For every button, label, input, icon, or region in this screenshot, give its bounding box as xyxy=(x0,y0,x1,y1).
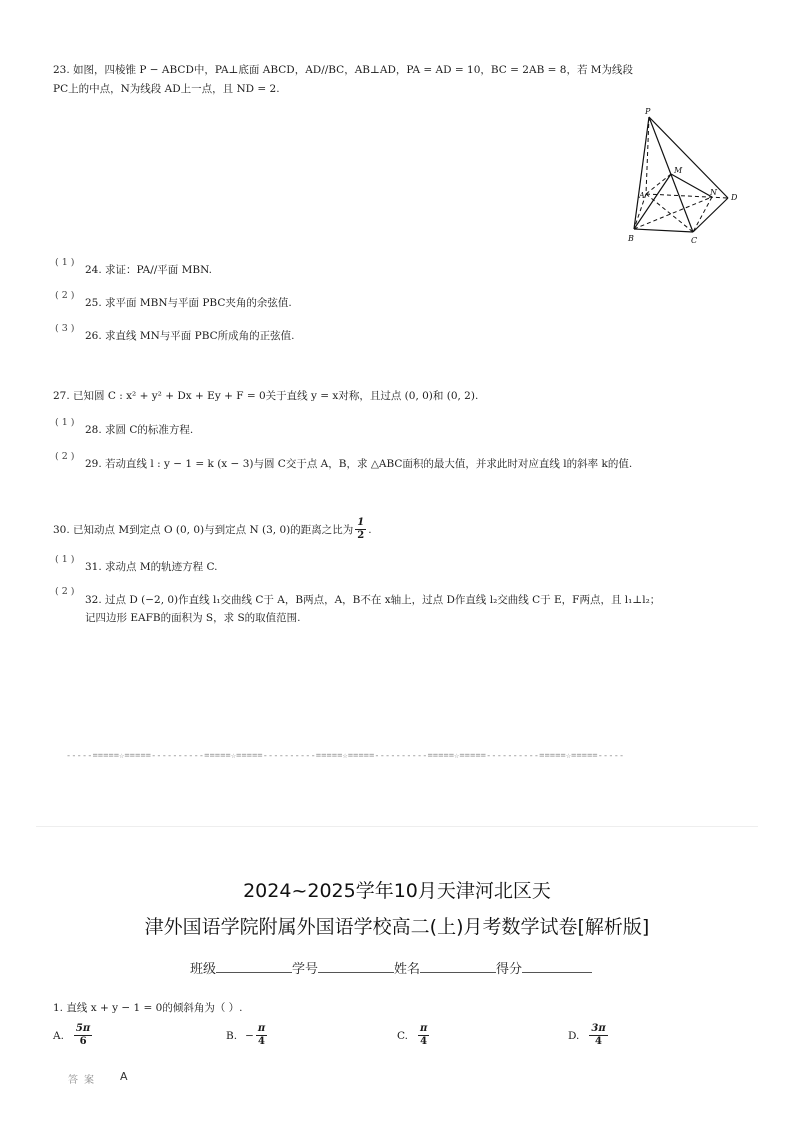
label-P: P xyxy=(645,107,651,116)
choice-c-fraction xyxy=(418,1024,429,1047)
choice-a-fraction xyxy=(74,1024,92,1047)
choice-b-num: π xyxy=(257,1023,266,1034)
q23-line2: PC上的中点，N为线段 AD上一点，且 ND = 2. xyxy=(53,83,280,95)
name-field[interactable] xyxy=(420,960,496,973)
page-title-line1: 2024~2025学年10月天津河北区天 xyxy=(243,880,551,902)
q23-sub2-text: 25. 求平面 MBN与平面 PBC夹角的余弦值. xyxy=(85,297,292,309)
edge-MA xyxy=(646,174,671,194)
name-label: 姓名 xyxy=(394,962,421,977)
label-D: D xyxy=(731,193,738,202)
score-field[interactable] xyxy=(522,960,592,973)
q30-sub1-text: 31. 求动点 M的轨迹方程 C. xyxy=(85,561,218,573)
choice-a xyxy=(53,1024,94,1047)
edge-MN xyxy=(671,174,712,197)
q30-text: 30. 已知动点 M到定点 O (0, 0)与到定点 N (3, 0)的距离之比为 xyxy=(53,523,354,536)
label-C: C xyxy=(691,236,698,245)
edge-NC xyxy=(693,197,712,232)
q30-sub2-tag: ( 2 ) xyxy=(55,586,75,597)
q30-sub2-text: 32. 过点 D (−2, 0)作直线 l₁交曲线 C于 A，B两点，A，B不在 x轴上，过点 D作直线 l₂交曲线 C于 E，F两点，且 l₁⊥l₂； xyxy=(85,594,661,606)
q30-sub1-tag: ( 1 ) xyxy=(55,554,75,565)
choice-b-fraction xyxy=(256,1024,267,1047)
page-title-line2: 津外国语学院附属外国语学校高二(上)月考数学试卷[解析版] xyxy=(144,916,650,938)
section-divider: -----=====☆=====----------=====☆=====----------=====☆=====----------=====☆=====----------=====☆=====----- xyxy=(66,751,625,761)
q30-frac-num: 1 xyxy=(357,517,365,528)
choice-c-den: 4 xyxy=(420,1036,428,1047)
q23-sub3-tag: ( 3 ) xyxy=(55,323,75,334)
q30-line xyxy=(53,518,372,541)
q27-line: 27. 已知圆 C : x² + y² + Dx + Ey + F = 0关于直线 y = x对称，且过点 (0, 0)和 (0, 2). xyxy=(53,390,479,402)
choice-d-fraction xyxy=(589,1024,607,1047)
class-field[interactable] xyxy=(216,960,292,973)
edge-MB xyxy=(634,174,671,229)
choice-c-num: π xyxy=(420,1023,428,1034)
q27-sub2-text: 29. 若动直线 l : y − 1 = k (x − 3)与圆 C交于点 A，B，求 △ABC面积的最大值，并求此时对应直线 l的斜率 k的值. xyxy=(85,458,633,470)
choice-d-num: 3π xyxy=(591,1023,606,1034)
q23-sub1-text: 24. 求证：PA//平面 MBN. xyxy=(85,264,212,276)
id-label: 学号 xyxy=(292,962,319,977)
label-A: A xyxy=(639,191,645,200)
choice-a-den: 6 xyxy=(79,1036,87,1047)
label-B: B xyxy=(628,234,634,243)
page-separator xyxy=(36,826,758,827)
edge-BC xyxy=(634,229,693,232)
answer-value: A xyxy=(120,1070,128,1083)
q30-sub2-text2: 记四边形 EAFB的面积为 S，求 S的取值范围. xyxy=(85,612,301,624)
q27-sub1-tag: ( 1 ) xyxy=(55,417,75,428)
q23-sub2-tag: ( 2 ) xyxy=(55,290,75,301)
label-M: M xyxy=(674,166,683,175)
class-label: 班级 xyxy=(190,962,217,977)
choice-b-den: 4 xyxy=(258,1036,266,1047)
pyramid-figure xyxy=(620,102,750,247)
id-field[interactable] xyxy=(318,960,394,973)
score-label: 得分 xyxy=(496,962,523,977)
choice-d-den: 4 xyxy=(595,1036,603,1047)
q30-end: . xyxy=(368,523,372,536)
answer-label: 答案 xyxy=(68,1075,100,1086)
choice-a-num: 5π xyxy=(75,1023,91,1034)
q27-sub1-text: 28. 求圆 C的标准方程. xyxy=(85,424,194,436)
choice-d xyxy=(568,1024,610,1047)
info-row xyxy=(190,958,592,977)
q30-fraction xyxy=(355,518,366,541)
q27-sub2-tag: ( 2 ) xyxy=(55,451,75,462)
edge-CD xyxy=(693,198,728,232)
choice-b-letter: B. xyxy=(226,1029,238,1042)
q23-line1: 23. 如图，四棱锥 P − ABCD中，PA⊥底面 ABCD，AD//BC，AB⊥AD，PA = AD = 10，BC = 2AB = 8，若 M为线段 xyxy=(53,64,634,76)
choice-d-letter: D. xyxy=(568,1029,580,1042)
label-N: N xyxy=(710,188,717,197)
q30-frac-den: 2 xyxy=(357,530,365,541)
choice-c-letter: C. xyxy=(397,1029,408,1042)
q1-stem: 1. 直线 x + y − 1 = 0的倾斜角为（ ）. xyxy=(53,1002,243,1014)
choice-a-letter: A. xyxy=(53,1029,64,1042)
choice-b xyxy=(226,1024,269,1047)
q23-sub1-tag: ( 1 ) xyxy=(55,257,75,268)
choice-c xyxy=(397,1024,431,1047)
q23-sub3-text: 26. 求直线 MN与平面 PBC所成角的正弦值. xyxy=(85,330,295,342)
choice-b-sign: − xyxy=(245,1029,254,1042)
edge-PD xyxy=(649,117,728,198)
